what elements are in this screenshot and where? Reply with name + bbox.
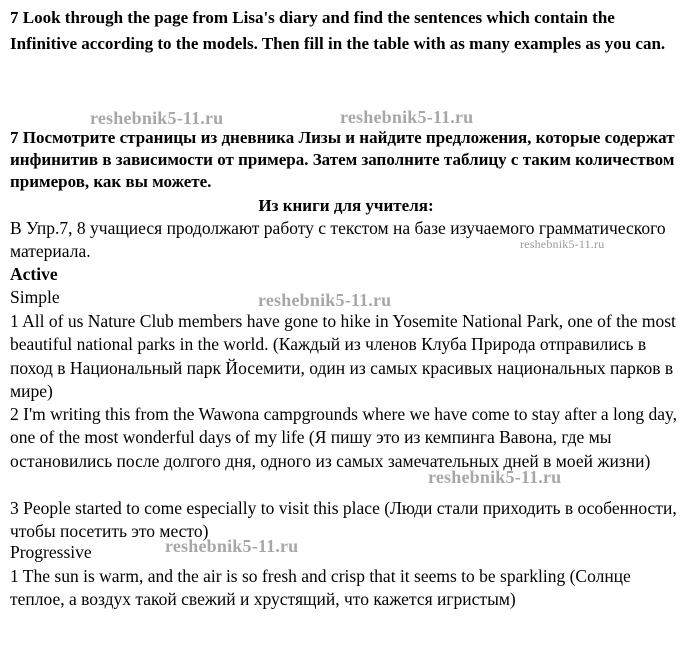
source-heading: Из книги для учителя: xyxy=(258,196,434,215)
intro-text: В Упр.7, 8 учащиеся продолжают работу с текстом на базе изучаемого грамматического материала. xyxy=(10,218,666,262)
watermark: reshebnik5-11.ru xyxy=(165,536,299,556)
subsection-progressive: Progressive xyxy=(10,542,92,562)
watermark: reshebnik5-11.ru xyxy=(258,290,392,310)
exercise-title-ru: 7 Посмотрите страницы из дневника Лизы и найдите предложения, которые содержат инфинитив в зависимости от примера. Затем заполните таблицу с таким количеством примеров, как вы можете. xyxy=(10,128,675,191)
watermark: reshebnik5-11.ru xyxy=(90,108,224,128)
exercise-title-en: 7 Look through the page from Lisa's diary and find the sentences which contain the Infinitive according to the models. Then fill in the table with as many examples as you can. xyxy=(10,8,666,53)
example-1: 1 All of us Nature Club members have gone to hike in Yosemite National Park, one of the most beautiful national parks in the world. (Каждый из членов Клуба Природа отправились в поход в Национальный парк Йосемити, один из самых красивых национальных парков в мире) xyxy=(10,311,676,402)
example-3: 3 People started to come especially to visit this place (Люди стали приходить в особенности, чтобы посетить это место) xyxy=(10,498,677,542)
subsection-simple: Simple xyxy=(10,287,60,307)
example-2: 2 I'm writing this from the Wawona campgrounds where we have come to stay after a long day, one of the most wonderful days of my life (Я пишу это из кемпинга Вавона, где мы остановились после долгого дня, одного из самых замечательных дней в моей жизни) xyxy=(10,404,678,471)
example-4: 1 The sun is warm, and the air is so fresh and crisp that it seems to be sparkling (Солнце теплое, а воздух такой свежий и хрустящий, что кажется игристым) xyxy=(10,566,631,610)
watermark: reshebnik5-11.ru xyxy=(340,107,474,127)
watermark: reshebnik5-11.ru xyxy=(428,467,562,487)
watermark: reshebnik5-11.ru xyxy=(520,237,605,251)
section-active: Active xyxy=(10,264,58,284)
